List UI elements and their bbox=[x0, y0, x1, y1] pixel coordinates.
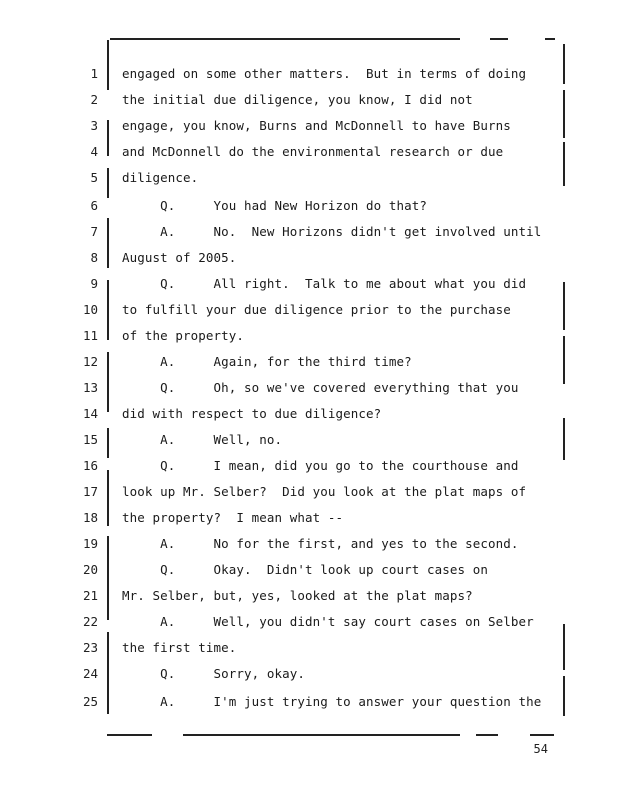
line-number: 3 bbox=[90, 118, 98, 133]
line-number: 5 bbox=[90, 170, 98, 185]
line-number: 21 bbox=[82, 588, 98, 603]
line-number: 1 bbox=[90, 66, 98, 81]
line-text: Q. All right. Talk to me about what you did bbox=[122, 276, 527, 291]
transcript-line bbox=[0, 61, 618, 87]
transcript-line bbox=[0, 557, 618, 583]
line-number: 13 bbox=[82, 380, 98, 395]
transcript-line bbox=[0, 113, 618, 139]
line-text: diligence. bbox=[122, 170, 199, 185]
line-text: the property? I mean what -- bbox=[122, 510, 344, 525]
transcript-line bbox=[0, 453, 618, 479]
top-rule bbox=[110, 38, 460, 40]
line-number: 22 bbox=[82, 614, 98, 629]
line-number: 16 bbox=[82, 458, 98, 473]
line-text: the initial due diligence, you know, I did not bbox=[122, 92, 473, 107]
transcript-line bbox=[0, 375, 618, 401]
transcript-line bbox=[0, 609, 618, 635]
top-rule-tick bbox=[545, 38, 555, 40]
line-text: engaged on some other matters. But in terms of doing bbox=[122, 66, 527, 81]
transcript-line bbox=[0, 297, 618, 323]
line-text: Q. Sorry, okay. bbox=[122, 666, 306, 681]
transcript-line bbox=[0, 139, 618, 165]
transcript-line bbox=[0, 583, 618, 609]
line-text: A. No for the first, and yes to the second. bbox=[122, 536, 519, 551]
transcript-line bbox=[0, 479, 618, 505]
line-number: 8 bbox=[90, 250, 98, 265]
transcript-line bbox=[0, 245, 618, 271]
transcript-line bbox=[0, 271, 618, 297]
transcript-line bbox=[0, 689, 618, 715]
page-number: 54 bbox=[533, 742, 548, 756]
transcript-line bbox=[0, 531, 618, 557]
transcript-line bbox=[0, 323, 618, 349]
bottom-rule bbox=[530, 734, 554, 736]
transcript-line bbox=[0, 661, 618, 687]
bottom-rule bbox=[476, 734, 498, 736]
transcript-line bbox=[0, 165, 618, 191]
line-text: Q. I mean, did you go to the courthouse and bbox=[122, 458, 519, 473]
line-text: of the property. bbox=[122, 328, 245, 343]
transcript-line bbox=[0, 87, 618, 113]
line-number: 24 bbox=[82, 666, 98, 681]
transcript-line bbox=[0, 193, 618, 219]
line-number: 17 bbox=[82, 484, 98, 499]
transcript-line bbox=[0, 635, 618, 661]
line-number: 23 bbox=[82, 640, 98, 655]
bottom-rule bbox=[107, 734, 152, 736]
line-number: 11 bbox=[82, 328, 98, 343]
line-number: 12 bbox=[82, 354, 98, 369]
line-text: A. Again, for the third time? bbox=[122, 354, 412, 369]
line-text: and McDonnell do the environmental research or due bbox=[122, 144, 504, 159]
line-text: Q. Okay. Didn't look up court cases on bbox=[122, 562, 489, 577]
line-text: Q. Oh, so we've covered everything that you bbox=[122, 380, 519, 395]
bottom-rule bbox=[183, 734, 460, 736]
line-number: 20 bbox=[82, 562, 98, 577]
line-text: A. No. New Horizons didn't get involved until bbox=[122, 224, 542, 239]
line-number: 10 bbox=[82, 302, 98, 317]
line-text: Mr. Selber, but, yes, looked at the plat maps? bbox=[122, 588, 473, 603]
line-text: look up Mr. Selber? Did you look at the plat maps of bbox=[122, 484, 527, 499]
line-number: 4 bbox=[90, 144, 98, 159]
line-text: did with respect to due diligence? bbox=[122, 406, 382, 421]
line-text: engage, you know, Burns and McDonnell to have Burns bbox=[122, 118, 511, 133]
transcript-line bbox=[0, 505, 618, 531]
line-number: 9 bbox=[90, 276, 98, 291]
line-text: August of 2005. bbox=[122, 250, 237, 265]
line-text: to fulfill your due diligence prior to the purchase bbox=[122, 302, 511, 317]
transcript-line bbox=[0, 349, 618, 375]
transcript-line bbox=[0, 219, 618, 245]
line-number: 19 bbox=[82, 536, 98, 551]
line-text: Q. You had New Horizon do that? bbox=[122, 198, 428, 213]
line-text: A. I'm just trying to answer your question the bbox=[122, 694, 542, 709]
line-number: 6 bbox=[90, 198, 98, 213]
line-text: A. Well, no. bbox=[122, 432, 283, 447]
line-number: 25 bbox=[82, 694, 98, 709]
line-text: A. Well, you didn't say court cases on Selber bbox=[122, 614, 534, 629]
line-number: 2 bbox=[90, 92, 98, 107]
line-number: 14 bbox=[82, 406, 98, 421]
top-rule-tick bbox=[490, 38, 508, 40]
line-number: 7 bbox=[90, 224, 98, 239]
transcript-line bbox=[0, 401, 618, 427]
transcript-line bbox=[0, 427, 618, 453]
line-text: the first time. bbox=[122, 640, 237, 655]
line-number: 15 bbox=[82, 432, 98, 447]
line-number: 18 bbox=[82, 510, 98, 525]
